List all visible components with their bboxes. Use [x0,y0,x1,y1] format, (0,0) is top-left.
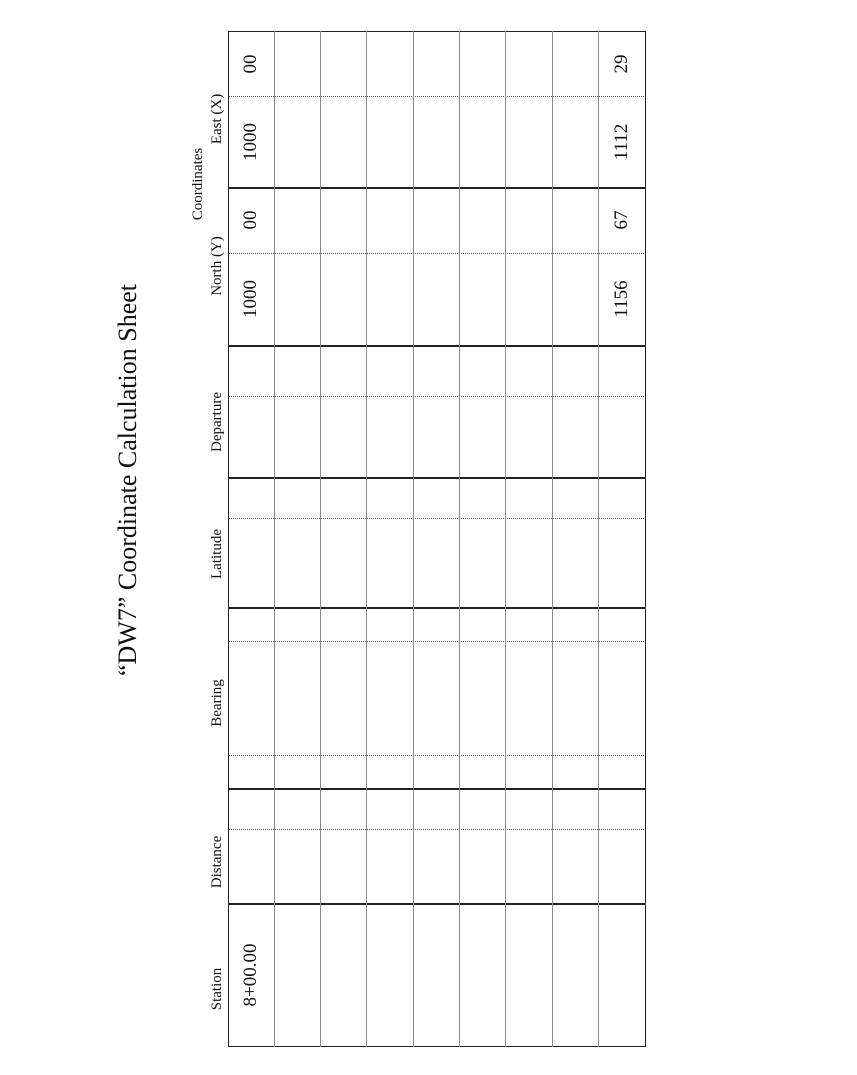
grid-line [228,345,646,347]
east-int-cell: 1112 [611,123,632,161]
grid-line [645,31,646,1047]
header-east: East (X) [209,93,225,145]
grid-line [228,477,646,479]
grid-line [228,755,646,756]
grid-line [228,788,646,790]
north-int-cell: 1156 [611,280,632,318]
station-cell [610,935,634,1015]
header-departure: Departure [209,392,225,452]
grid-line [552,31,553,1047]
east-dec-cell: 29 [611,54,632,74]
grid-line [505,31,506,1047]
grid-line [598,31,599,1047]
grid-line [228,641,646,642]
header-coordinates: Coordinates [190,147,206,221]
grid-line [228,253,646,254]
grid-line [228,396,646,397]
header-latitude: Latitude [209,529,225,579]
header-station: Station [209,967,225,1011]
grid-line [228,96,646,97]
east-dec-cell: 00 [240,54,261,74]
north-dec-cell: 00 [240,210,261,230]
grid-line [320,31,321,1047]
grid-line [413,31,414,1047]
grid-line [274,31,275,1047]
grid-line [228,903,646,905]
grid-line [228,31,646,32]
header-bearing: Bearing [209,679,225,727]
grid-line [228,607,646,609]
east-int-cell: 1000 [240,123,261,161]
header-north: North (Y) [209,236,225,296]
sheet-title: “DW7” Coordinate Calculation Sheet [113,283,142,677]
grid-line [228,31,229,1047]
north-int-cell: 1000 [240,280,261,318]
north-dec-cell: 67 [611,210,632,230]
grid-line [228,829,646,830]
grid-line [228,518,646,519]
grid-line [228,1046,646,1047]
grid-line [459,31,460,1047]
grid-line [228,187,646,189]
station-cell: 8+00.00 [240,943,261,1007]
grid-line [366,31,367,1047]
header-distance: Distance [209,835,225,889]
